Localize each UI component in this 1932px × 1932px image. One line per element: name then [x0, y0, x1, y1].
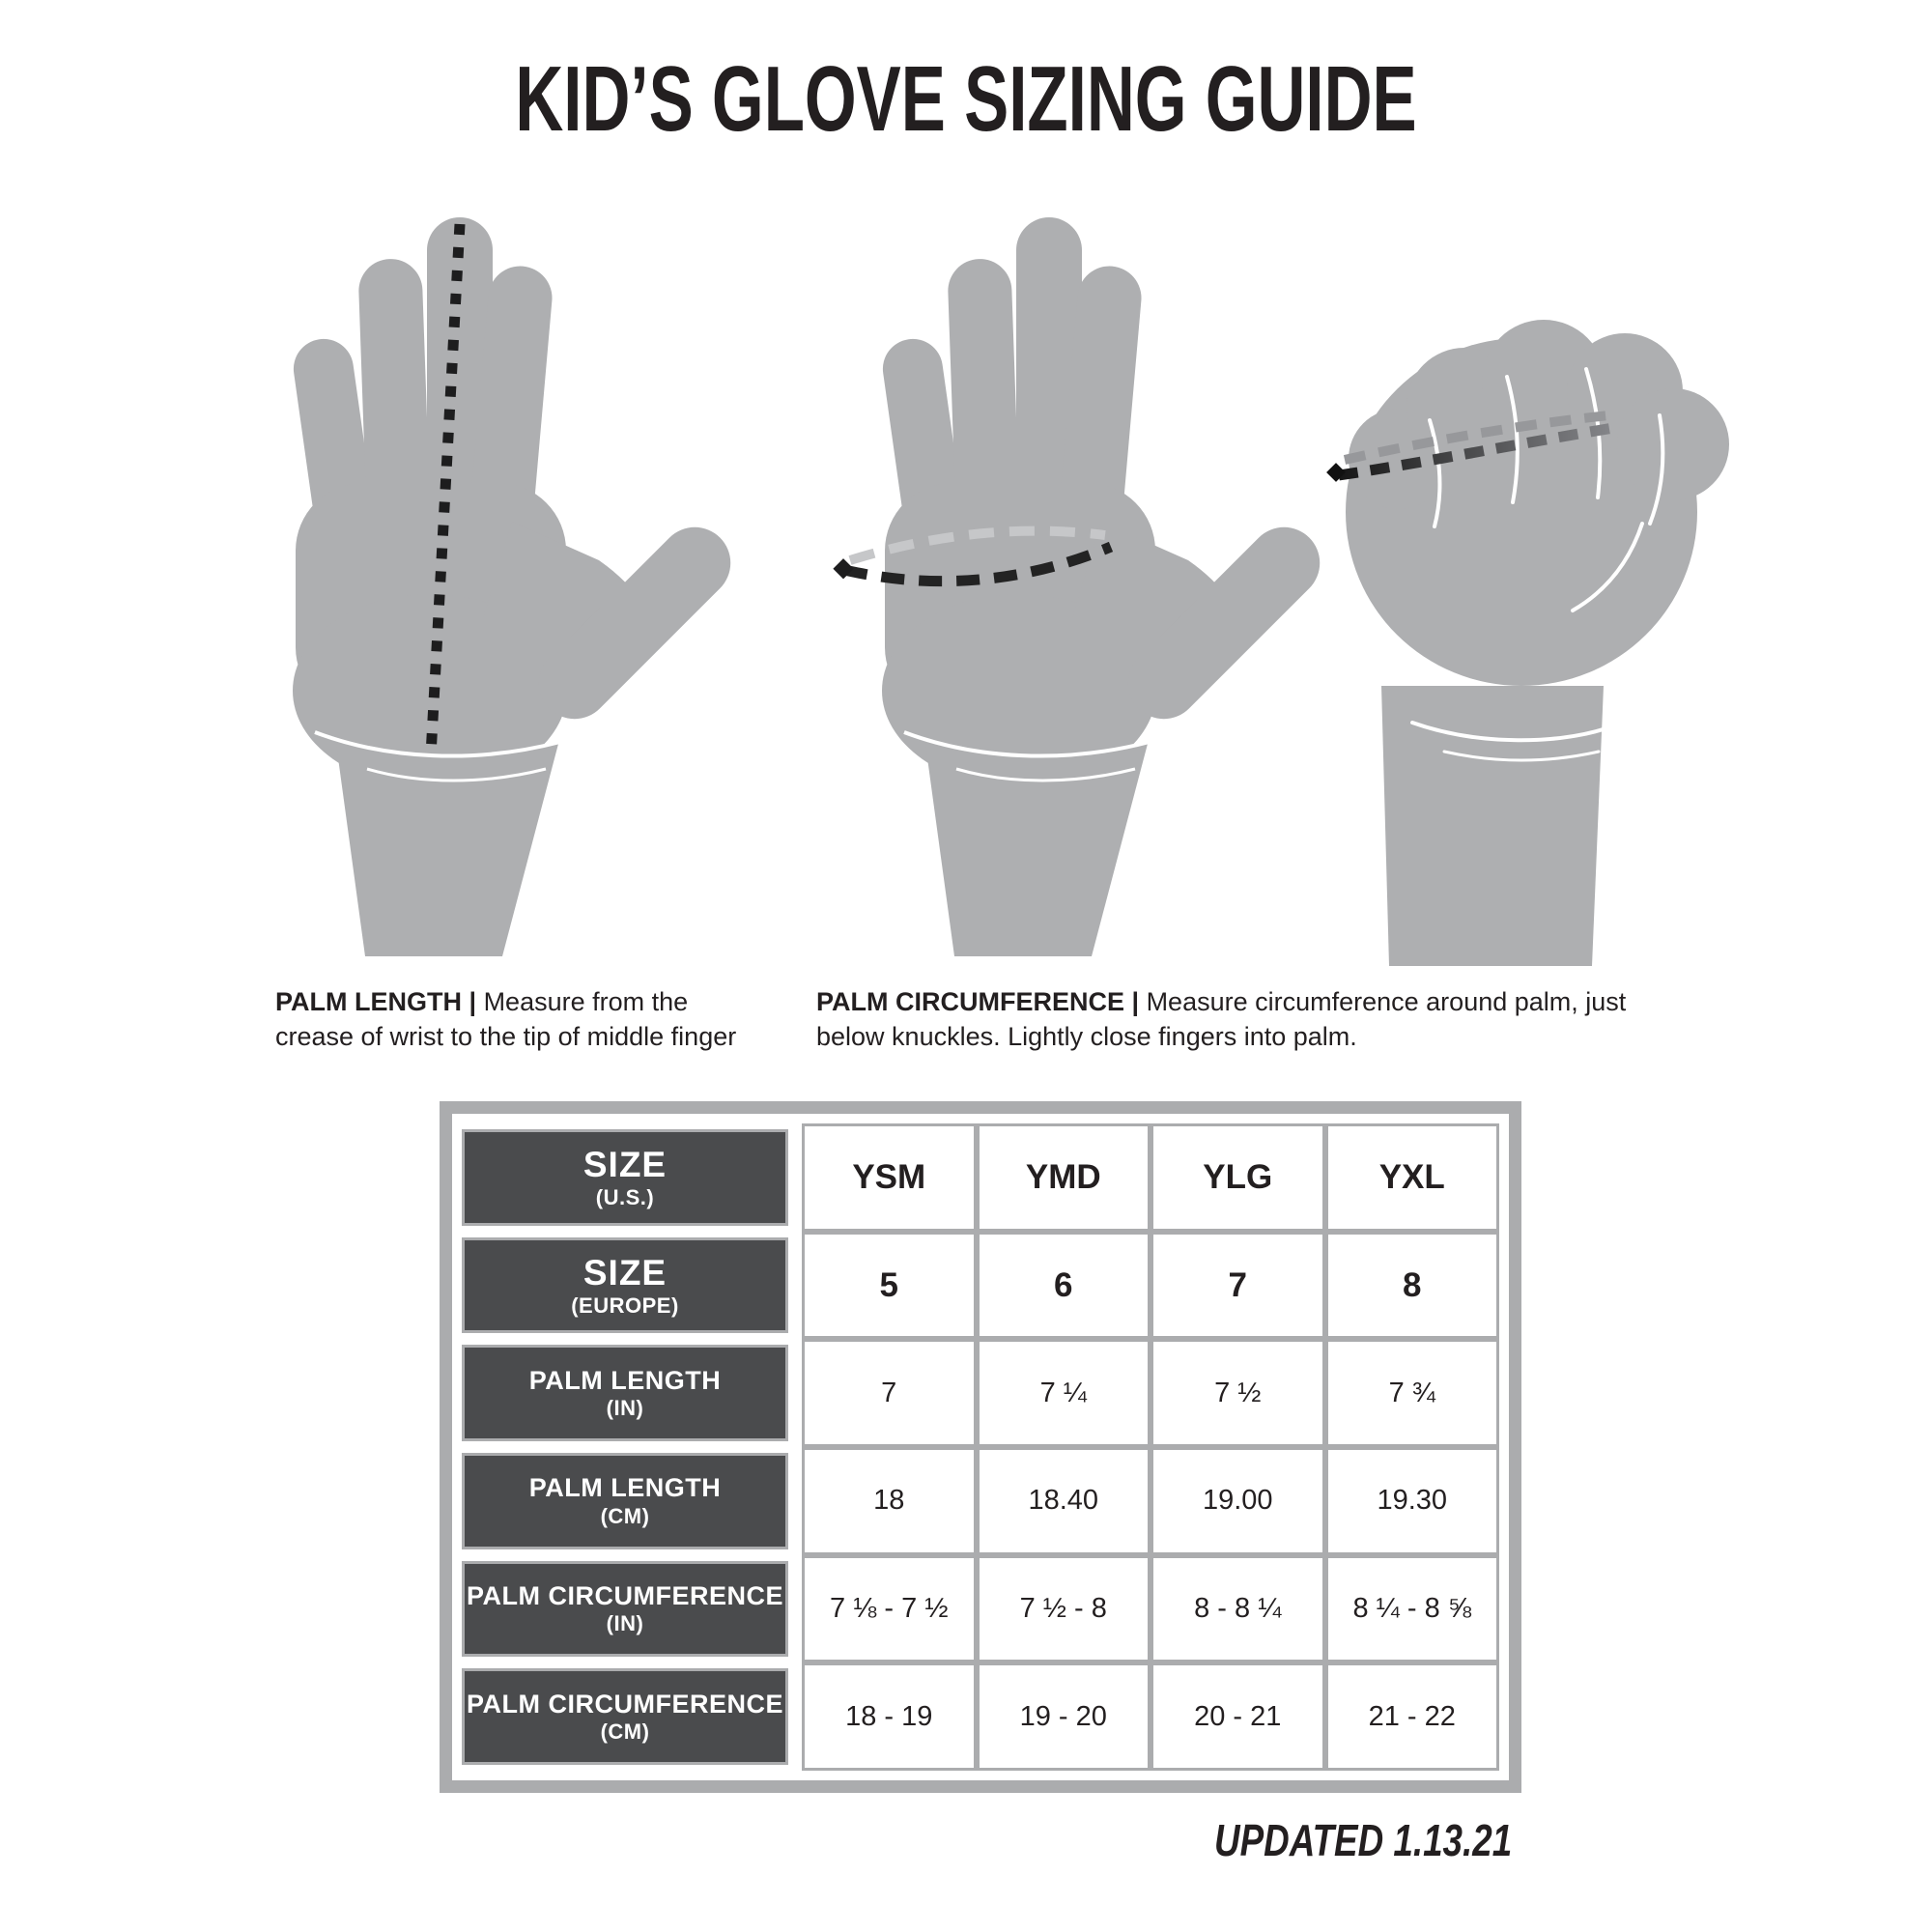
- table-cell: 19.00: [1151, 1447, 1325, 1555]
- row-header-sublabel: (CM): [600, 1719, 650, 1744]
- table-cell: 7 ¾: [1325, 1339, 1500, 1447]
- table-cell: 7: [802, 1339, 977, 1447]
- palm-length-caption-text: Measure from the crease of wrist to the tip of middle finger: [275, 987, 737, 1051]
- updated-date: UPDATED 1.13.21: [1213, 1815, 1512, 1865]
- page-title: KID’S GLOVE SIZING GUIDE: [515, 47, 1417, 151]
- palm-circumference-fist-diagram: [1323, 270, 1806, 966]
- row-header-sublabel: (CM): [600, 1503, 650, 1528]
- row-header-size-europe: [462, 1237, 788, 1334]
- table-cell: 6: [977, 1232, 1151, 1340]
- palm-length-caption: [275, 985, 758, 1054]
- table-cell: 19 - 20: [977, 1662, 1151, 1771]
- row-header-size-us: [462, 1129, 788, 1226]
- row-header-palm-circumference-cm: [462, 1668, 788, 1765]
- table-cell: 18.40: [977, 1447, 1151, 1555]
- palm-circumference-caption-label: PALM CIRCUMFERENCE |: [816, 987, 1140, 1016]
- row-header-palm-circumference-in: [462, 1561, 788, 1658]
- table-row: [462, 1232, 1499, 1340]
- table-cell: 7: [1151, 1232, 1325, 1340]
- table-cell: 8 ¼ - 8 ⅝: [1325, 1555, 1500, 1663]
- table-cell: 18: [802, 1447, 977, 1555]
- table-cell: 20 - 21: [1151, 1662, 1325, 1771]
- row-header-sublabel: (EUROPE): [571, 1293, 679, 1318]
- row-header-sublabel: (IN): [606, 1611, 644, 1636]
- row-header-label: PALM LENGTH: [528, 1365, 722, 1395]
- table-cell: 18 - 19: [802, 1662, 977, 1771]
- table-cell: 7 ½: [1151, 1339, 1325, 1447]
- row-header-label: SIZE: [582, 1144, 668, 1184]
- table-row: [462, 1662, 1499, 1771]
- table-cell: YSM: [802, 1123, 977, 1232]
- table-row: [462, 1447, 1499, 1555]
- row-header-sublabel: (U.S.): [595, 1184, 655, 1209]
- table-row: [462, 1123, 1499, 1232]
- table-cell: 8 - 8 ¼: [1151, 1555, 1325, 1663]
- palm-circumference-caption: [816, 985, 1647, 1054]
- table-cell: 5: [802, 1232, 977, 1340]
- row-header-label: PALM CIRCUMFERENCE: [467, 1689, 783, 1719]
- table-cell: YLG: [1151, 1123, 1325, 1232]
- palm-circumference-caption-text: Measure circumference around palm, just below knuckles. Lightly close fingers into palm.: [816, 987, 1627, 1051]
- table-cell: YXL: [1325, 1123, 1500, 1232]
- table-cell: 8: [1325, 1232, 1500, 1340]
- table-cell: 21 - 22: [1325, 1662, 1500, 1771]
- row-header-palm-length-in: [462, 1345, 788, 1441]
- table-cell: 7 ⅛ - 7 ½: [802, 1555, 977, 1663]
- palm-length-caption-label: PALM LENGTH |: [275, 987, 477, 1016]
- sizing-table: [440, 1101, 1521, 1793]
- row-header-label: PALM CIRCUMFERENCE: [467, 1581, 783, 1611]
- table-cell: YMD: [977, 1123, 1151, 1232]
- table-cell: 7 ½ - 8: [977, 1555, 1151, 1663]
- table-cell: 19.30: [1325, 1447, 1500, 1555]
- table-row: [462, 1555, 1499, 1663]
- row-header-sublabel: (IN): [606, 1395, 644, 1420]
- palm-length-hand-diagram: [222, 164, 763, 956]
- table-row: [462, 1339, 1499, 1447]
- row-header-palm-length-cm: [462, 1453, 788, 1549]
- row-header-label: PALM LENGTH: [528, 1473, 722, 1503]
- palm-circumference-open-hand-diagram: [811, 164, 1352, 956]
- table-cell: 7 ¼: [977, 1339, 1151, 1447]
- row-header-label: SIZE: [582, 1252, 668, 1293]
